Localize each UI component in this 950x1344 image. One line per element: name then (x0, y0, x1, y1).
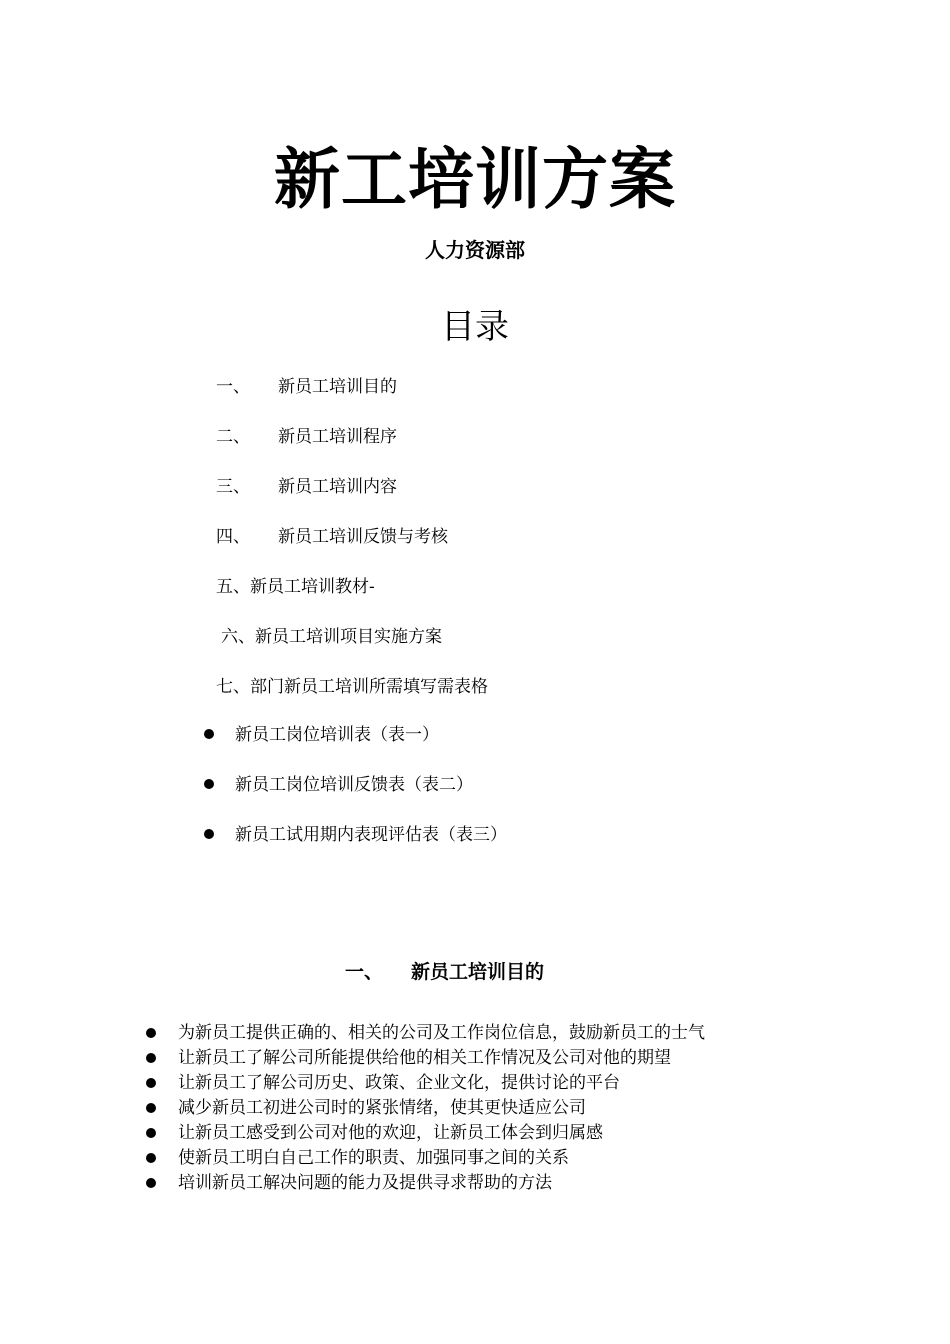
section-heading-purpose (345, 958, 544, 986)
toc-item-3 (216, 475, 397, 499)
toc-item-number: 三、 (216, 477, 250, 497)
bullet-icon (146, 1128, 156, 1138)
purpose-item-1: 为新员工提供正确的、相关的公司及工作岗位信息，鼓励新员工的士气 (178, 1023, 705, 1043)
bullet-icon (146, 1153, 156, 1163)
toc-item-1 (216, 375, 397, 399)
bullet-icon (204, 829, 214, 839)
toc-item-label: 新员工培训目的 (278, 377, 397, 397)
purpose-item-7: 培训新员工解决问题的能力及提供寻求帮助的方法 (178, 1173, 552, 1193)
purpose-item-4: 减少新员工初进公司时的紧张情绪，使其更快适应公司 (178, 1098, 586, 1118)
toc-item-label: 新员工培训反馈与考核 (278, 527, 448, 547)
toc-form-1: 新员工岗位培训表（表一） (235, 725, 439, 745)
toc-item-label: 新员工培训内容 (278, 477, 397, 497)
bullet-icon (204, 729, 214, 739)
toc-item-4 (216, 525, 448, 549)
toc-title: 目录 (441, 307, 509, 347)
purpose-item-3: 让新员工了解公司历史、政策、企业文化，提供讨论的平台 (178, 1073, 620, 1093)
section-title: 新员工培训目的 (411, 961, 545, 983)
toc-item-6: 六、新员工培训项目实施方案 (221, 627, 442, 647)
document-title: 新工培训方案 (274, 141, 676, 218)
toc-item-number: 二、 (216, 427, 250, 447)
toc-item-number: 一、 (216, 377, 250, 397)
bullet-icon (146, 1028, 156, 1038)
purpose-item-2: 让新员工了解公司所能提供给他的相关工作情况及公司对他的期望 (178, 1048, 671, 1068)
toc-item-number: 四、 (216, 527, 250, 547)
toc-item-2 (216, 425, 397, 449)
toc-item-label: 新员工培训程序 (278, 427, 397, 447)
toc-form-2: 新员工岗位培训反馈表（表二） (235, 775, 473, 795)
department-name: 人力资源部 (425, 238, 525, 262)
bullet-icon (146, 1078, 156, 1088)
purpose-item-6: 使新员工明白自己工作的职责、加强同事之间的关系 (178, 1148, 569, 1168)
toc-item-5: 五、新员工培训教材- (216, 577, 375, 597)
toc-item-7: 七、部门新员工培训所需填写需表格 (216, 677, 488, 697)
toc-form-3: 新员工试用期内表现评估表（表三） (235, 825, 507, 845)
purpose-item-5: 让新员工感受到公司对他的欢迎，让新员工体会到归属感 (178, 1123, 603, 1143)
bullet-icon (146, 1053, 156, 1063)
section-number: 一、 (345, 961, 384, 983)
bullet-icon (146, 1103, 156, 1113)
bullet-icon (146, 1178, 156, 1188)
bullet-icon (204, 779, 214, 789)
